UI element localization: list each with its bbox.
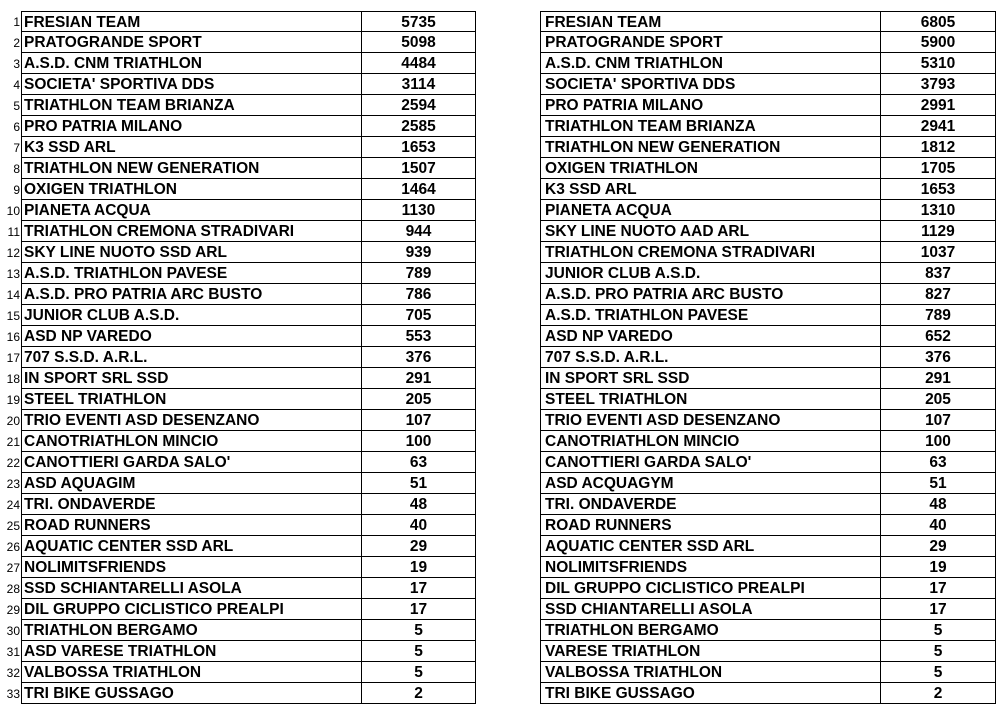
left-team-name-cell[interactable]: TRI. ONDAVERDE bbox=[21, 494, 362, 515]
right-team-name-cell[interactable]: SSD CHIANTARELLI ASOLA bbox=[540, 599, 881, 620]
right-team-name-cell[interactable]: PIANETA ACQUA bbox=[540, 200, 881, 221]
right-team-name-cell[interactable]: OXIGEN TRIATHLON bbox=[540, 158, 881, 179]
left-points-cell[interactable]: 205 bbox=[361, 389, 476, 410]
left-team-name-cell[interactable]: PIANETA ACQUA bbox=[21, 200, 362, 221]
left-points-cell[interactable]: 40 bbox=[361, 515, 476, 536]
left-team-name-cell[interactable]: ROAD RUNNERS bbox=[21, 515, 362, 536]
row-number[interactable]: 27 bbox=[6, 561, 20, 575]
right-points-cell[interactable]: 5900 bbox=[880, 32, 996, 53]
row-number[interactable]: 15 bbox=[6, 309, 20, 323]
left-team-name-cell[interactable]: TRIO EVENTI ASD DESENZANO bbox=[21, 410, 362, 431]
left-points-cell[interactable]: 51 bbox=[361, 473, 476, 494]
right-points-cell[interactable]: 100 bbox=[880, 431, 996, 452]
right-team-name-cell[interactable]: FRESIAN TEAM bbox=[540, 11, 881, 32]
left-team-name-cell[interactable]: TRIATHLON TEAM BRIANZA bbox=[21, 95, 362, 116]
right-points-cell[interactable]: 19 bbox=[880, 557, 996, 578]
left-team-name-cell[interactable]: TRIATHLON NEW GENERATION bbox=[21, 158, 362, 179]
right-team-name-cell[interactable]: A.S.D. PRO PATRIA ARC BUSTO bbox=[540, 284, 881, 305]
row-number[interactable]: 32 bbox=[6, 666, 20, 680]
left-points-cell[interactable]: 5 bbox=[361, 641, 476, 662]
row-number[interactable]: 10 bbox=[6, 204, 20, 218]
left-points-cell[interactable]: 48 bbox=[361, 494, 476, 515]
left-team-name-cell[interactable]: 707 S.S.D. A.R.L. bbox=[21, 347, 362, 368]
left-team-name-cell[interactable]: SOCIETA' SPORTIVA DDS bbox=[21, 74, 362, 95]
row-number[interactable]: 21 bbox=[6, 435, 20, 449]
row-number[interactable]: 3 bbox=[13, 57, 20, 71]
right-team-name-cell[interactable]: TRI. ONDAVERDE bbox=[540, 494, 881, 515]
row-number[interactable]: 26 bbox=[6, 540, 20, 554]
left-team-name-cell[interactable]: CANOTRIATHLON MINCIO bbox=[21, 431, 362, 452]
left-points-cell[interactable]: 2594 bbox=[361, 95, 476, 116]
left-team-name-cell[interactable]: FRESIAN TEAM bbox=[21, 11, 362, 32]
row-number[interactable]: 4 bbox=[13, 78, 20, 92]
left-team-name-cell[interactable]: A.S.D. PRO PATRIA ARC BUSTO bbox=[21, 284, 362, 305]
left-team-name-cell[interactable]: ASD VARESE TRIATHLON bbox=[21, 641, 362, 662]
right-points-cell[interactable]: 291 bbox=[880, 368, 996, 389]
left-points-cell[interactable]: 1130 bbox=[361, 200, 476, 221]
right-points-cell[interactable]: 6805 bbox=[880, 11, 996, 32]
right-points-cell[interactable]: 827 bbox=[880, 284, 996, 305]
right-points-cell[interactable]: 5310 bbox=[880, 53, 996, 74]
left-team-name-cell[interactable]: NOLIMITSFRIENDS bbox=[21, 557, 362, 578]
left-points-cell[interactable]: 2585 bbox=[361, 116, 476, 137]
right-team-name-cell[interactable]: ASD ACQUAGYM bbox=[540, 473, 881, 494]
row-number[interactable]: 14 bbox=[6, 288, 20, 302]
left-team-name-cell[interactable]: PRO PATRIA MILANO bbox=[21, 116, 362, 137]
right-points-cell[interactable]: 2 bbox=[880, 683, 996, 704]
left-points-cell[interactable]: 5 bbox=[361, 662, 476, 683]
right-points-cell[interactable]: 51 bbox=[880, 473, 996, 494]
left-points-cell[interactable]: 1653 bbox=[361, 137, 476, 158]
right-team-name-cell[interactable]: VALBOSSA TRIATHLON bbox=[540, 662, 881, 683]
left-points-cell[interactable]: 376 bbox=[361, 347, 476, 368]
right-points-cell[interactable]: 1653 bbox=[880, 179, 996, 200]
right-team-name-cell[interactable]: SOCIETA' SPORTIVA DDS bbox=[540, 74, 881, 95]
left-points-cell[interactable]: 5098 bbox=[361, 32, 476, 53]
left-points-cell[interactable]: 1464 bbox=[361, 179, 476, 200]
left-points-cell[interactable]: 29 bbox=[361, 536, 476, 557]
row-number[interactable]: 17 bbox=[6, 351, 20, 365]
left-team-name-cell[interactable]: CANOTTIERI GARDA SALO' bbox=[21, 452, 362, 473]
right-points-cell[interactable]: 2991 bbox=[880, 95, 996, 116]
row-number[interactable]: 22 bbox=[6, 456, 20, 470]
right-points-cell[interactable]: 5 bbox=[880, 620, 996, 641]
right-points-cell[interactable]: 5 bbox=[880, 641, 996, 662]
row-number[interactable]: 7 bbox=[13, 141, 20, 155]
left-points-cell[interactable]: 2 bbox=[361, 683, 476, 704]
left-points-cell[interactable]: 3114 bbox=[361, 74, 476, 95]
left-team-name-cell[interactable]: AQUATIC CENTER SSD ARL bbox=[21, 536, 362, 557]
right-points-cell[interactable]: 17 bbox=[880, 578, 996, 599]
right-team-name-cell[interactable]: A.S.D. CNM TRIATHLON bbox=[540, 53, 881, 74]
right-team-name-cell[interactable]: TRI BIKE GUSSAGO bbox=[540, 683, 881, 704]
left-team-name-cell[interactable]: K3 SSD ARL bbox=[21, 137, 362, 158]
row-number[interactable]: 31 bbox=[6, 645, 20, 659]
row-number[interactable]: 5 bbox=[13, 99, 20, 113]
left-points-cell[interactable]: 19 bbox=[361, 557, 476, 578]
right-team-name-cell[interactable]: A.S.D. TRIATHLON PAVESE bbox=[540, 305, 881, 326]
left-points-cell[interactable]: 705 bbox=[361, 305, 476, 326]
right-team-name-cell[interactable]: CANOTTIERI GARDA SALO' bbox=[540, 452, 881, 473]
row-number[interactable]: 2 bbox=[13, 36, 20, 50]
right-team-name-cell[interactable]: TRIATHLON NEW GENERATION bbox=[540, 137, 881, 158]
right-team-name-cell[interactable]: IN SPORT SRL SSD bbox=[540, 368, 881, 389]
right-team-name-cell[interactable]: TRIATHLON BERGAMO bbox=[540, 620, 881, 641]
left-team-name-cell[interactable]: TRIATHLON BERGAMO bbox=[21, 620, 362, 641]
right-team-name-cell[interactable]: TRIATHLON TEAM BRIANZA bbox=[540, 116, 881, 137]
left-points-cell[interactable]: 17 bbox=[361, 599, 476, 620]
left-team-name-cell[interactable]: ASD NP VAREDO bbox=[21, 326, 362, 347]
left-points-cell[interactable]: 553 bbox=[361, 326, 476, 347]
left-team-name-cell[interactable]: ASD AQUAGIM bbox=[21, 473, 362, 494]
row-number[interactable]: 33 bbox=[6, 687, 20, 701]
row-number[interactable]: 11 bbox=[7, 225, 20, 239]
left-points-cell[interactable]: 789 bbox=[361, 263, 476, 284]
right-team-name-cell[interactable]: JUNIOR CLUB A.S.D. bbox=[540, 263, 881, 284]
row-number[interactable]: 16 bbox=[6, 330, 20, 344]
right-team-name-cell[interactable]: K3 SSD ARL bbox=[540, 179, 881, 200]
right-team-name-cell[interactable]: VARESE TRIATHLON bbox=[540, 641, 881, 662]
left-team-name-cell[interactable]: VALBOSSA TRIATHLON bbox=[21, 662, 362, 683]
left-points-cell[interactable]: 291 bbox=[361, 368, 476, 389]
right-points-cell[interactable]: 376 bbox=[880, 347, 996, 368]
right-points-cell[interactable]: 63 bbox=[880, 452, 996, 473]
right-points-cell[interactable]: 1037 bbox=[880, 242, 996, 263]
right-points-cell[interactable]: 205 bbox=[880, 389, 996, 410]
right-points-cell[interactable]: 48 bbox=[880, 494, 996, 515]
right-points-cell[interactable]: 3793 bbox=[880, 74, 996, 95]
row-number[interactable]: 1 bbox=[13, 15, 20, 29]
row-number[interactable]: 29 bbox=[6, 603, 20, 617]
left-team-name-cell[interactable]: SKY LINE NUOTO SSD ARL bbox=[21, 242, 362, 263]
left-team-name-cell[interactable]: PRATOGRANDE SPORT bbox=[21, 32, 362, 53]
right-team-name-cell[interactable]: DIL GRUPPO CICLISTICO PREALPI bbox=[540, 578, 881, 599]
right-points-cell[interactable]: 5 bbox=[880, 662, 996, 683]
right-points-cell[interactable]: 789 bbox=[880, 305, 996, 326]
right-points-cell[interactable]: 1705 bbox=[880, 158, 996, 179]
left-team-name-cell[interactable]: DIL GRUPPO CICLISTICO PREALPI bbox=[21, 599, 362, 620]
right-points-cell[interactable]: 652 bbox=[880, 326, 996, 347]
row-number[interactable]: 8 bbox=[13, 162, 20, 176]
row-number[interactable]: 25 bbox=[6, 519, 20, 533]
right-team-name-cell[interactable]: ROAD RUNNERS bbox=[540, 515, 881, 536]
right-team-name-cell[interactable]: TRIATHLON CREMONA STRADIVARI bbox=[540, 242, 881, 263]
left-team-name-cell[interactable]: A.S.D. CNM TRIATHLON bbox=[21, 53, 362, 74]
row-number[interactable]: 19 bbox=[6, 393, 20, 407]
left-points-cell[interactable]: 5 bbox=[361, 620, 476, 641]
left-team-name-cell[interactable]: SSD SCHIANTARELLI ASOLA bbox=[21, 578, 362, 599]
left-points-cell[interactable]: 100 bbox=[361, 431, 476, 452]
right-team-name-cell[interactable]: AQUATIC CENTER SSD ARL bbox=[540, 536, 881, 557]
left-team-name-cell[interactable]: JUNIOR CLUB A.S.D. bbox=[21, 305, 362, 326]
row-number[interactable]: 24 bbox=[6, 498, 20, 512]
left-points-cell[interactable]: 63 bbox=[361, 452, 476, 473]
right-points-cell[interactable]: 29 bbox=[880, 536, 996, 557]
left-team-name-cell[interactable]: TRI BIKE GUSSAGO bbox=[21, 683, 362, 704]
row-number[interactable]: 23 bbox=[6, 477, 20, 491]
right-team-name-cell[interactable]: NOLIMITSFRIENDS bbox=[540, 557, 881, 578]
row-number[interactable]: 18 bbox=[6, 372, 20, 386]
left-team-name-cell[interactable]: A.S.D. TRIATHLON PAVESE bbox=[21, 263, 362, 284]
right-team-name-cell[interactable]: STEEL TRIATHLON bbox=[540, 389, 881, 410]
right-points-cell[interactable]: 40 bbox=[880, 515, 996, 536]
right-points-cell[interactable]: 837 bbox=[880, 263, 996, 284]
left-points-cell[interactable]: 944 bbox=[361, 221, 476, 242]
right-team-name-cell[interactable]: 707 S.S.D. A.R.L. bbox=[540, 347, 881, 368]
left-points-cell[interactable]: 939 bbox=[361, 242, 476, 263]
left-team-name-cell[interactable]: STEEL TRIATHLON bbox=[21, 389, 362, 410]
right-team-name-cell[interactable]: ASD NP VAREDO bbox=[540, 326, 881, 347]
left-points-cell[interactable]: 107 bbox=[361, 410, 476, 431]
row-number[interactable]: 20 bbox=[6, 414, 20, 428]
left-team-name-cell[interactable]: OXIGEN TRIATHLON bbox=[21, 179, 362, 200]
row-number[interactable]: 12 bbox=[6, 246, 20, 260]
left-points-cell[interactable]: 786 bbox=[361, 284, 476, 305]
right-points-cell[interactable]: 2941 bbox=[880, 116, 996, 137]
right-points-cell[interactable]: 17 bbox=[880, 599, 996, 620]
left-points-cell[interactable]: 5735 bbox=[361, 11, 476, 32]
row-number[interactable]: 13 bbox=[6, 267, 20, 281]
right-points-cell[interactable]: 1310 bbox=[880, 200, 996, 221]
right-team-name-cell[interactable]: PRO PATRIA MILANO bbox=[540, 95, 881, 116]
left-points-cell[interactable]: 4484 bbox=[361, 53, 476, 74]
right-team-name-cell[interactable]: PRATOGRANDE SPORT bbox=[540, 32, 881, 53]
row-number[interactable]: 28 bbox=[6, 582, 20, 596]
left-points-cell[interactable]: 1507 bbox=[361, 158, 476, 179]
row-number[interactable]: 9 bbox=[13, 183, 20, 197]
left-team-name-cell[interactable]: IN SPORT SRL SSD bbox=[21, 368, 362, 389]
right-team-name-cell[interactable]: TRIO EVENTI ASD DESENZANO bbox=[540, 410, 881, 431]
row-number[interactable]: 6 bbox=[13, 120, 20, 134]
right-points-cell[interactable]: 1129 bbox=[880, 221, 996, 242]
right-team-name-cell[interactable]: CANOTRIATHLON MINCIO bbox=[540, 431, 881, 452]
left-points-cell[interactable]: 17 bbox=[361, 578, 476, 599]
right-points-cell[interactable]: 107 bbox=[880, 410, 996, 431]
right-points-cell[interactable]: 1812 bbox=[880, 137, 996, 158]
row-number[interactable]: 30 bbox=[6, 624, 20, 638]
left-team-name-cell[interactable]: TRIATHLON CREMONA STRADIVARI bbox=[21, 221, 362, 242]
right-team-name-cell[interactable]: SKY LINE NUOTO AAD ARL bbox=[540, 221, 881, 242]
